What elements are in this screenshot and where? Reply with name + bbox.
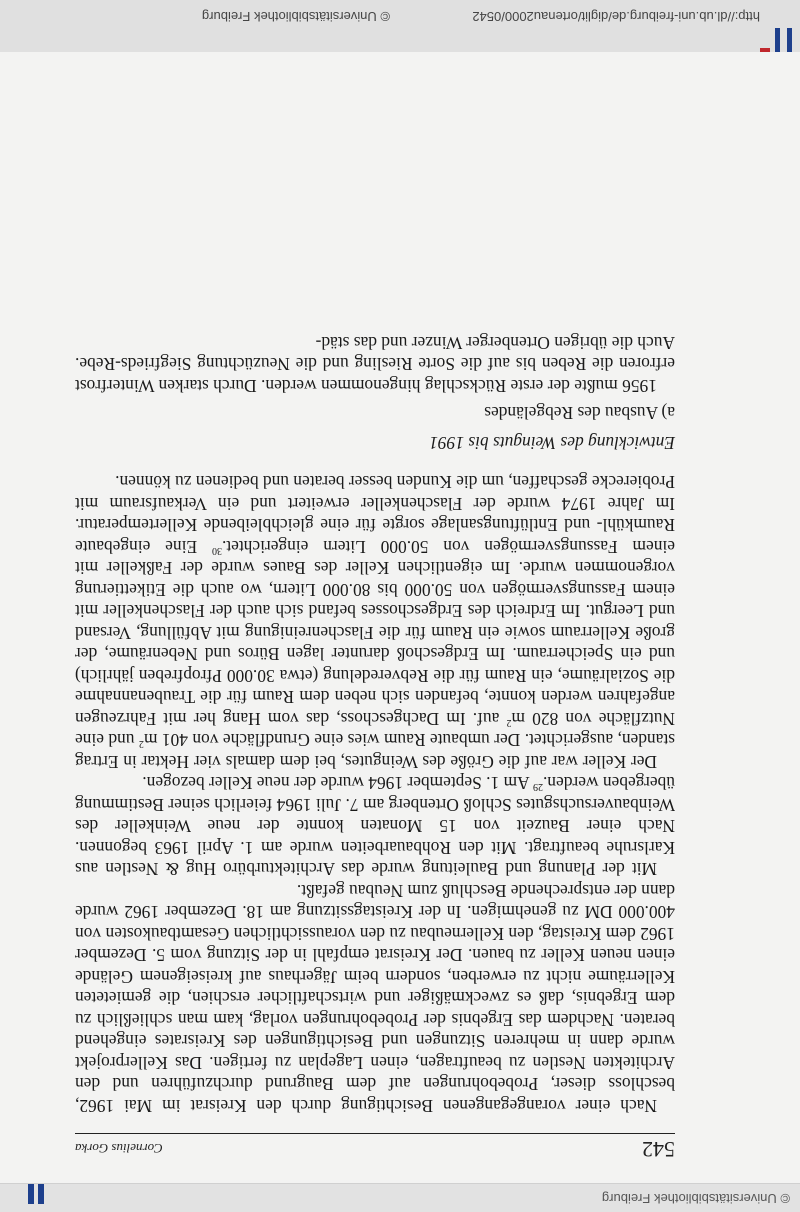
paragraph: 1956 mußte der erste Rückschlag hingenommen werden. Durch starken Winterfrost erfroren die Reben bis auf die Sorte Riesling und die Neuzüchtung Siegfrieds-Rebe. Auch die übrigen Ortenberger Winzer und das städ-	[75, 333, 675, 396]
page-number: 542	[642, 1137, 675, 1162]
university-logo-icon	[740, 28, 800, 52]
paragraph-text: auf. Im Dachgeschoss, das vom Hang her mit Fahrzeugen angefahren werden konnte, befanden sich neben dem Raum für die Traubenannahme die Sozialräume, ein Raum für die Rebveredelung (etwa 30.000 Pfropfreben jährlich) und ein Speicherraum. Im Erdgeschoß darunter lagen Büros und Nebenräume, der große Kellerraum sowie ein Raum für die Flaschenreinigung mit Abfüllung, Versand und Leergut. Im Erdreich des Erdgeschosses befand sich auch der Flaschenkeller mit einem Fassungsvermögen von 50.000 bis 80.000 Litern, wo auch die Etikettierung vorgenommen wurde. Im eigentlichen Keller des Baues wurde der Faßkeller mit einem Fassungsvermögen von 50.000 Litern eingerichtet.	[75, 537, 675, 729]
library-banner-bottom	[0, 1183, 800, 1212]
copyright-credit: © Universitätsbibliothek Freiburg	[201, 9, 390, 24]
paragraph-text: Am 1. September 1964 wurde der neue Keller bezogen.	[142, 773, 534, 794]
paragraph-text: Mit der Planung und Bauleitung wurde das Architekturbüro Hug & Nestlen aus Karlsruhe beauftragt. Mit den Rohbauarbeiten wurde am 1. April 1963 begonnen. Nach einer Bauzeit von 15 Monaten konnte der neue Weinkeller des Weinbauversuchsgutes Schloß Ortenberg am 7. Juli 1964 feierlich seiner Bestimmung übergeben werden.	[75, 773, 675, 880]
library-banner-top	[0, 0, 800, 52]
copyright-credit: © Universitätsbibliothek Freiburg	[601, 1191, 790, 1206]
running-header	[75, 1133, 675, 1164]
paragraph-text: und eine Nutzfläche von 820 m	[75, 709, 675, 751]
paragraph	[75, 471, 675, 772]
paragraph-text: Eine eingebaute Raumkühl- und Entlüftungsanlage sorgte für eine gleichbleibende Kellertemperatur. Im Jahre 1974 wurde der Flaschenkeller erweitert und ein Verkaufsraum mit Probierecke geschaffen, um die Kunden besser beraten und bedienen zu können.	[75, 472, 675, 557]
superscript: 2	[138, 738, 144, 750]
footnote-marker: 29	[533, 781, 544, 793]
paragraph-text: Der Keller war auf die Größe des Weingutes, bei dem damals vier Hektar in Ertrag standen, ausgerichtet. Der umbaute Raum wies eine Grundfläche von 401 m	[75, 730, 675, 772]
body-text	[75, 332, 675, 1117]
subsection-heading: a) Ausbau des Rebgeländes	[484, 403, 675, 424]
source-url: http://dl.ub.uni-freiburg.de/diglit/ortenau2000/0542	[472, 9, 760, 24]
section-heading: Entwicklung des Weinguts bis 1991	[429, 433, 675, 453]
paragraph: Nach einer vorangegangenen Besichtigung durch den Kreisrat im Mai 1962, beschloss dieser, Probebohrungen auf dem Baugrund durchzuführen und den Architekten Nestlen zu beauftragen, einen Lageplan zu fertigen. Das Kellerprojekt wurde dann in mehreren Sitzungen und Besichtigungen des Kreisrates eingehend beraten. Nachdem das Ergebnis der Probebohrungen vorlag, kam man schließlich zu dem Ergebnis, daß es zweckmäßiger und wirtschaftlicher erschien, die gemieteten Kellerräume nicht zu erwerben, sondern beim Jägerhaus auf kreiseigenem Gelände einen neuen Keller zu bauen. Der Kreisrat empfahl in der Sitzung vom 5. Dezember 1962 dem Kreistag, den Kellerneubau zu den voraussichtlichen Gesamtbaukosten von 400.000 DM zu genehmigen. In der Kreistagssitzung am 18. Dezember 1962 wurde dann der entsprechende Beschluß zum Neubau gefaßt.	[75, 881, 675, 1116]
running-header-author: Cornelius Gorka	[75, 1141, 163, 1156]
paragraph	[75, 772, 675, 880]
university-logo-icon	[22, 1184, 46, 1204]
superscript: 2	[506, 716, 512, 728]
footnote-marker: 30	[211, 544, 222, 556]
